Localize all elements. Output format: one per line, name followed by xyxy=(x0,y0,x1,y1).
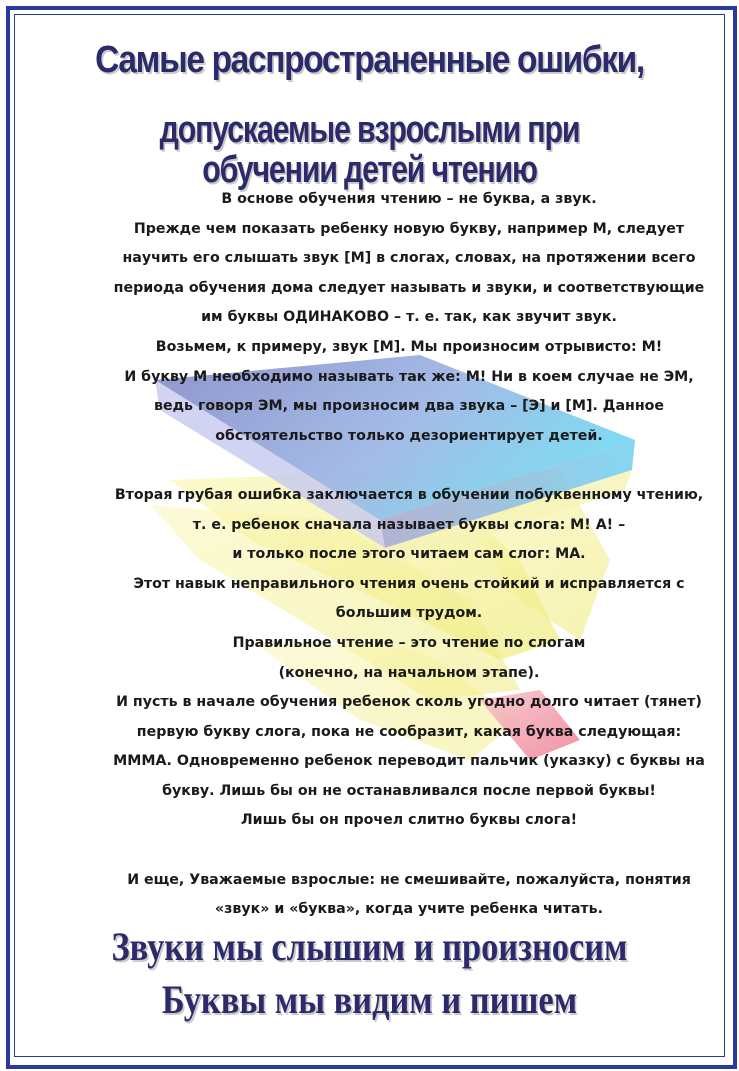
body-line: Этот навык неправильного чтения очень стойкий и исправляется с xyxy=(133,575,685,592)
body-line: Лишь бы он прочел слитно буквы слога! xyxy=(240,812,578,829)
paragraph-gap xyxy=(105,451,713,481)
body-line: т. е. ребенок сначала называет буквы слога: М! А! – xyxy=(192,516,626,533)
body-line: (конечно, на начальном этапе). xyxy=(278,664,540,681)
body-line: ведь говоря ЭМ, мы произносим два звука – [Э] и [М]. Данное xyxy=(153,398,664,415)
body-line: В основе обучения чтению – не буква, а звук. xyxy=(221,191,597,207)
body-line: МММА. Одновременно ребенок переводит пальчик (указку) с буквы на xyxy=(113,753,705,770)
page-title-line-1: Самые распространенные ошибки, xyxy=(95,39,644,81)
body-line: Возьмем, к примеру, звук [М]. Мы произносим отрывисто: М! xyxy=(155,338,663,355)
body-line: букву. Лишь бы он не останавливался после первой буквы! xyxy=(162,782,656,799)
body-line: первую букву слога, пока не сообразит, какая буква следующая: xyxy=(136,723,682,740)
body-line: Правильное чтение – это чтение по слогам xyxy=(232,634,586,651)
body-line: Вторая грубая ошибка заключается в обучении побуквенному чтению, xyxy=(114,486,704,503)
body-line: им буквы ОДИНАКОВО – т. е. так, как звучит звук. xyxy=(201,309,617,326)
body-line: обстоятельство только дезориентирует детей. xyxy=(215,427,603,444)
article-body xyxy=(105,185,713,925)
body-line: большим трудом. xyxy=(335,605,483,622)
paragraph-gap xyxy=(105,836,713,866)
body-line: И еще, Уважаемые взрослые: не смешивайте, пожалуйста, понятия xyxy=(127,871,691,888)
body-line: периода обучения дома следует называть и звуки, и соответствующие xyxy=(113,279,705,296)
slogan-line-2: Буквы мы видим и пишем xyxy=(161,977,578,1022)
slogan-line-1: Звуки мы слышим и произносим xyxy=(111,924,628,969)
body-line: Прежде чем показать ребенку новую букву, например М, следует xyxy=(133,220,685,237)
body-line: И букву М необходимо называть так же: М! Ни в коем случае не ЭМ, xyxy=(124,368,694,385)
body-line: И пусть в начале обучения ребенок сколь угодно долго читает (тянет) xyxy=(116,694,702,711)
page-title-line-2: допускаемые взрослыми при обучении детей чтению xyxy=(159,109,580,191)
body-line: научить его слышать звук [М] в слогах, словах, на протяжении всего xyxy=(122,250,696,267)
body-line: «звук» и «буква», когда учите ребенка читать. xyxy=(214,901,604,918)
body-line: и только после этого читаем сам слог: МА. xyxy=(232,546,586,563)
